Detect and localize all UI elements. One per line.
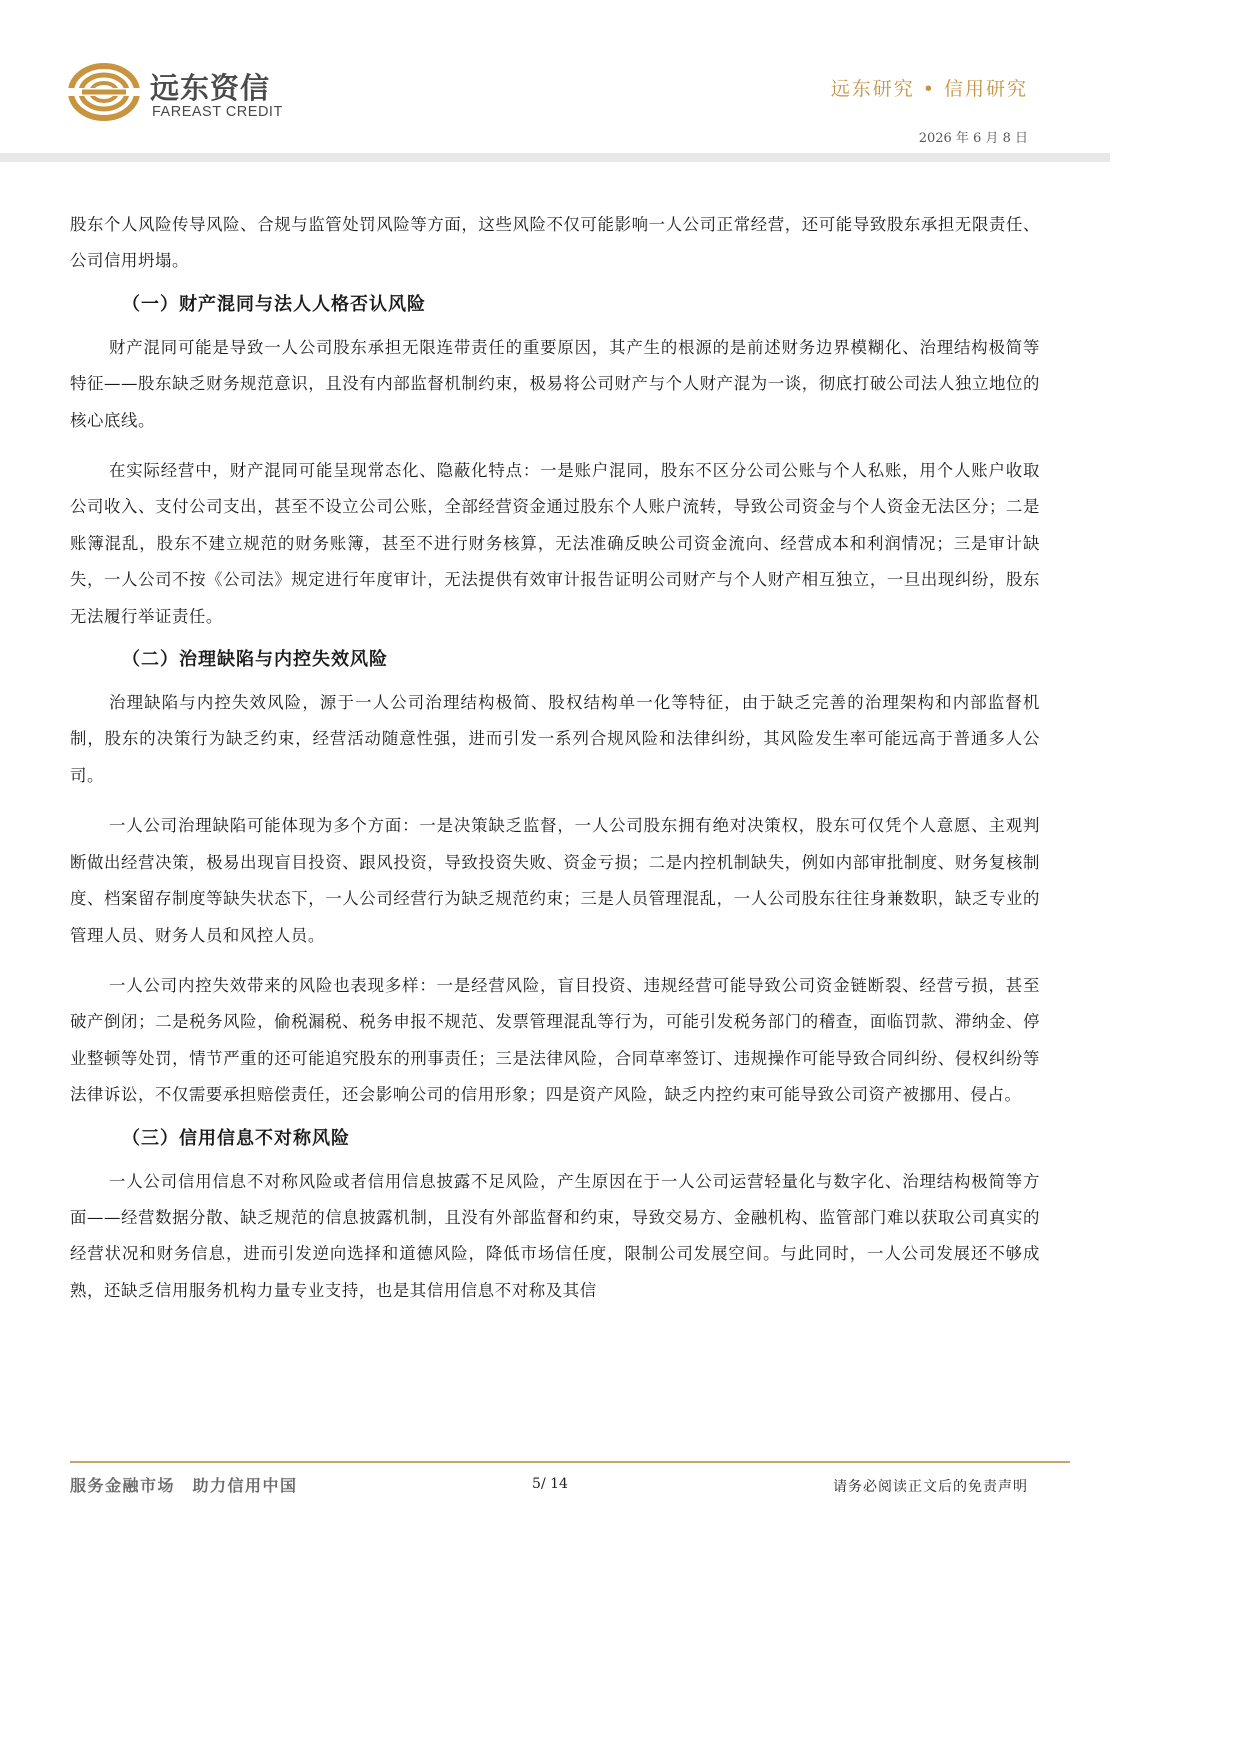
brand-name-en: FAREAST CREDIT <box>152 104 283 120</box>
footer-divider <box>70 1461 1070 1463</box>
footer-slogan: 服务金融市场 助力信用中国 <box>70 1476 298 1495</box>
body-paragraph: 财产混同可能是导致一人公司股东承担无限连带责任的重要原因，其产生的根源的是前述财务边界模糊化、治理结构极简等特征——股东缺乏财务规范意识，且没有内部监督机制约束，极易将公司财产与个人财产混为一谈，彻底打破公司法人独立地位的核心底线。 <box>70 337 1040 430</box>
fareast-credit-logo-icon <box>68 62 140 122</box>
section-heading: （一）财产混同与法人人格否认风险 <box>122 293 426 315</box>
body-paragraph: 一人公司信用信息不对称风险或者信用信息披露不足风险，产生原因在于一人公司运营轻量化与数字化、治理结构极简等方面——经营数据分散、缺乏规范的信息披露机制，且没有外部监督和约束，导致交易方、金融机构、监管部门难以获取公司真实的经营状况和财务信息，进而引发逆向选择和道德风险，降低市场信任度，限制公司发展空间。与此同时，一人公司发展还不够成熟，还缺乏信用服务机构力量专业支持，也是其信用信息不对称及其信 <box>70 1171 1040 1300</box>
footer-disclaimer: 请务必阅读正文后的免责声明 <box>833 1479 1028 1495</box>
report-date: 2026 年 6 月 8 日 <box>918 131 1028 146</box>
header-divider <box>0 153 1110 162</box>
body-paragraph: 一人公司治理缺陷可能体现为多个方面：一是决策缺乏监督，一人公司股东拥有绝对决策权，股东可仅凭个人意愿、主观判断做出经营决策，极易出现盲目投资、跟风投资，导致投资失败、资金亏损；二是内控机制缺失，例如内部审批制度、财务复核制度、档案留存制度等缺失状态下，一人公司经营行为缺乏规范约束；三是人员管理混乱，一人公司股东往往身兼数职，缺乏专业的管理人员、财务人员和风控人员。 <box>70 816 1040 945</box>
page-header <box>0 0 1110 162</box>
document-body <box>70 207 1040 1309</box>
section-heading: （二）治理缺陷与内控失效风险 <box>122 649 388 671</box>
report-series-title: 远东研究 • 信用研究 <box>830 78 1028 100</box>
body-paragraph: 一人公司内控失效带来的风险也表现多样：一是经营风险，盲目投资、违规经营可能导致公司资金链断裂、经营亏损，甚至破产倒闭；二是税务风险，偷税漏税、税务申报不规范、发票管理混乱等行为，可能引发税务部门的稽查，面临罚款、滞纳金、停业整顿等处罚，情节严重的还可能追究股东的刑事责任；三是法律风险，合同草率签订、违规操作可能导致合同纠纷、侵权纠纷等法律诉讼，不仅需要承担赔偿责任，还会影响公司的信用形象；四是资产风险，缺乏内控约束可能导致公司资产被挪用、侵占。 <box>70 975 1040 1105</box>
body-paragraph: 在实际经营中，财产混同可能呈现常态化、隐蔽化特点：一是账户混同，股东不区分公司公账与个人私账，用个人账户收取公司收入、支付公司支出，甚至不设立公司公账，全部经营资金通过股东个人账户流转，导致公司资金与个人资金无法区分；二是账簿混乱，股东不建立规范的财务账簿，甚至不进行财务核算，无法准确反映公司资金流向、经营成本和利润情况；三是审计缺失，一人公司不按《公司法》规定进行年度审计，无法提供有效审计报告证明公司财产与个人财产相互独立，一旦出现纠纷，股东无法履行举证责任。 <box>70 461 1040 626</box>
body-paragraph: 股东个人风险传导风险、合规与监管处罚风险等方面，这些风险不仅可能影响一人公司正常经营，还可能导致股东承担无限责任、公司信用坍塌。 <box>70 215 1040 271</box>
body-paragraph: 治理缺陷与内控失效风险，源于一人公司治理结构极简、股权结构单一化等特征，由于缺乏完善的治理架构和内部监督机制，股东的决策行为缺乏约束，经营活动随意性强，进而引发一系列合规风险和法律纠纷，其风险发生率可能远高于普通多人公司。 <box>70 693 1040 785</box>
page-number: 5/ 14 <box>532 1476 568 1492</box>
section-heading: （三）信用信息不对称风险 <box>122 1127 350 1149</box>
brand-name-cn: 远东资信 <box>150 71 271 105</box>
